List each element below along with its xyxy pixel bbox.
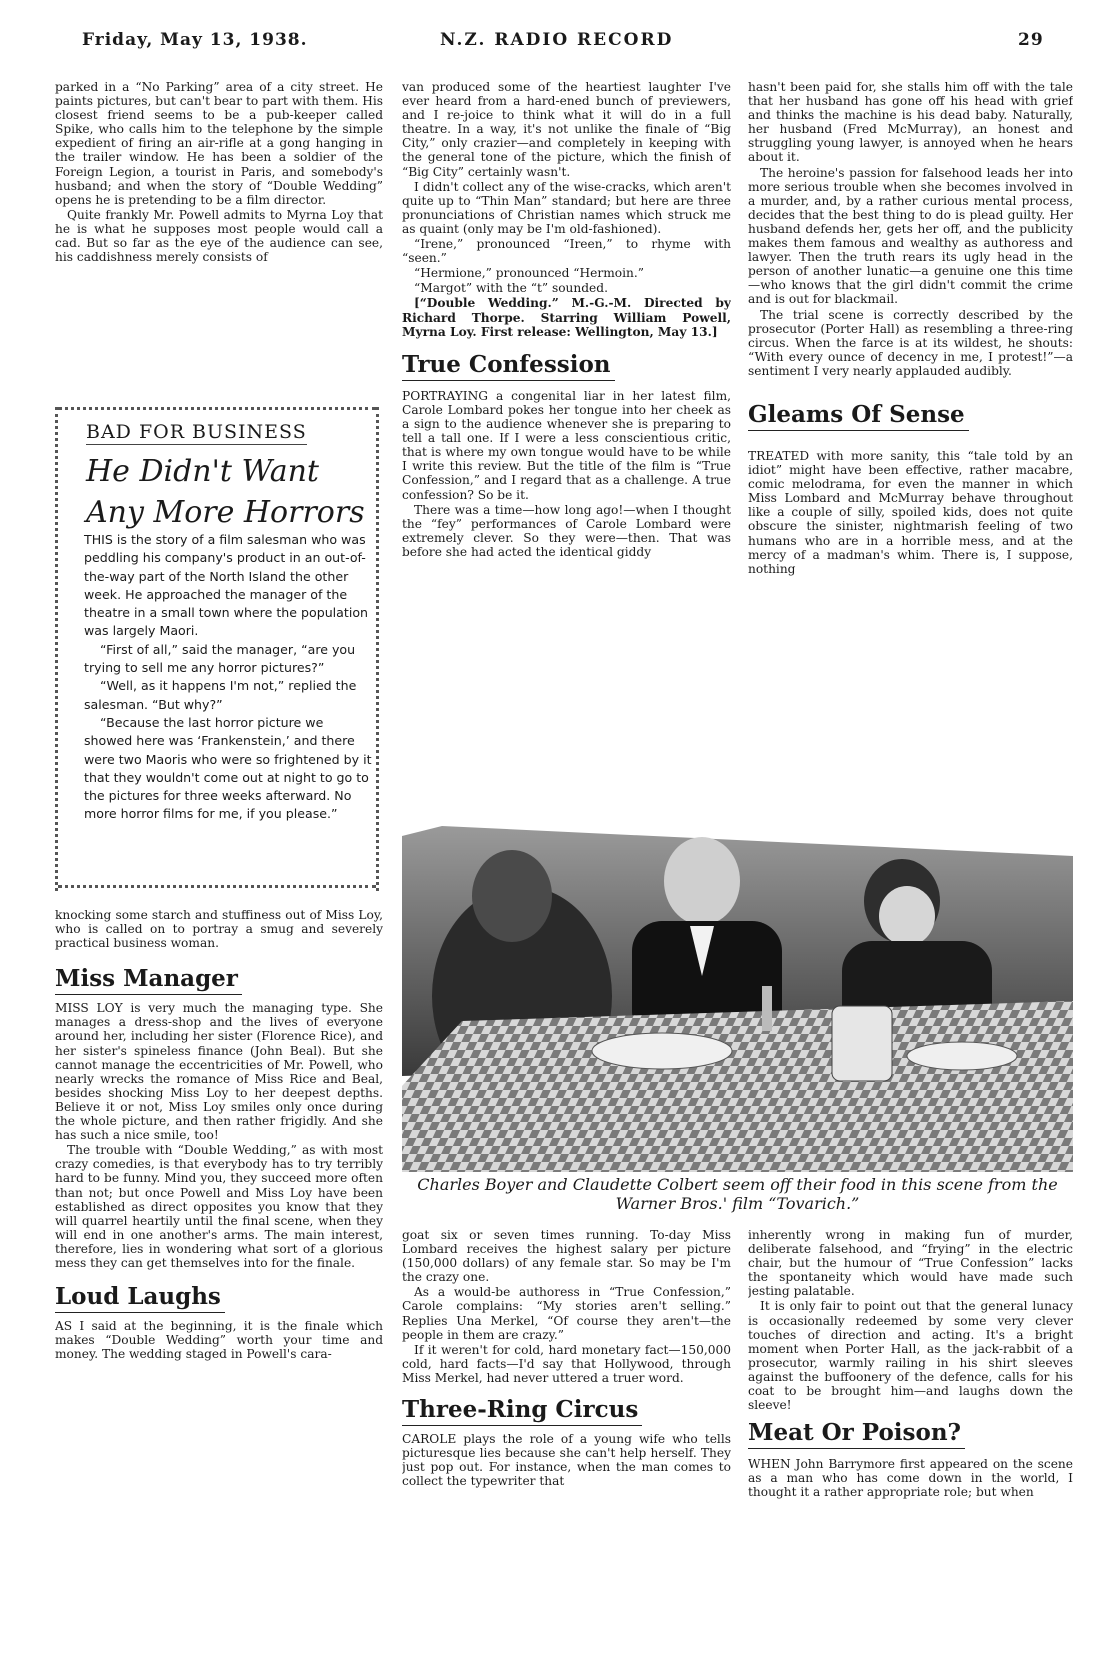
paragraph: The trouble with “Double Wedding,” as with most crazy comedies, is that everybody has to try terribly hard to be funny. Mind you, they succeed more often than not; but once Powell and Miss Loy have been established as direct opposites you know that they will quarrel heartily until the final scene, when they will end in one another's arms. The main interest, therefore, lies in wondering what sort of a glorious mess they can get themselves into for the finale.: [55, 1143, 383, 1270]
section-heading-true-confession: True Confession: [402, 350, 615, 381]
paragraph: CAROLE plays the role of a young wife who tells picturesque lies because she can't help herself. They just pop out. For instance, when the man comes to collect the typewriter that: [402, 1432, 731, 1489]
paragraph: If it weren't for cold, hard monetary fact—150,000 cold, hard facts—I'd say that Hollywood, through Miss Merkel, had never uttered a truer word.: [402, 1342, 731, 1385]
sidebar-box: [55, 407, 379, 891]
paragraph: parked in a “No Parking” area of a city street. He paints pictures, but can't bear to part with them. His closest friend seems to be a pub-keeper called Spike, who calls him to the telephone by the simple expedient of firing an air-rifle at a gong hanging in the trailer window. He has been a soldier of the Foreign Legion, a tourist in Paris, and somebody's husband; and when the story of “Double Wedding” opens he is pretending to be a film director.: [55, 80, 383, 207]
paragraph: van produced some of the heartiest laughter I've ever heard from a hard-ened bunch of previewers, and I re-joice to think what it will do in a full theatre. In a way, it's not unlike the finale of “Big City,” only crazier—and completely in keeping with the general tone of the picture, which the finish of “Big City” certainly wasn't.: [402, 80, 731, 179]
section-heading-loud-laughs: Loud Laughs: [55, 1282, 225, 1313]
column-3-top: [748, 80, 1073, 820]
film-still-illustration: [402, 826, 1073, 1172]
section-heading-miss-manager: Miss Manager: [55, 964, 242, 995]
paragraph: PORTRAYING a congenital liar in her latest film, Carole Lombard pokes her tongue into her cheek as a sign to the audience whenever she is preparing to tell a tall one. If I were a less conscientious critic, that is where my own tongue would have to be while I write this review. But the title of the film is “True Confession,” and I regard that as a challenge. A true confession? So be it.: [402, 388, 731, 502]
box-paragraph: “Well, as it happens I'm not,” replied the salesman. “But why?”: [84, 678, 357, 712]
paragraph: WHEN John Barrymore first appeared on the scene as a man who has come down in the world, I thought it a rather appropriate role; but when: [748, 1457, 1073, 1500]
paragraph: TREATED with more sanity, this “tale told by an idiot” might have been effective, rather macabre, comic melodrama, for even the manner in which Miss Lombard and McMurray behave throughout like a couple of silly, spoiled kids, does not quite obscure the sinister, nightmarish feeling of two humans who are in a horrible mess, and at the mercy of a madman's whim. There is, I suppose, nothing: [748, 448, 1073, 576]
section-heading-meat-or-poison: Meat Or Poison?: [748, 1418, 965, 1449]
box-title: He Didn't Want Any More Horrors: [86, 454, 365, 530]
paragraph: “Margot” with the “t” sounded.: [414, 281, 608, 296]
paragraph: There was a time—how long ago!—when I thought the “fey” performances of Carole Lombard were extremely clever. So they were—then. That was before she had acted the identical giddy: [402, 502, 731, 559]
column-2-bottom: [402, 1228, 731, 1489]
column-1-top: [55, 80, 383, 265]
film-credit: [“Double Wedding.” M.-G.-M. Directed by Richard Thorpe. Starring William Powell, Myrna Loy. First release: Wellington, May 13.]: [402, 296, 731, 340]
box-body: [84, 531, 372, 824]
paragraph: “Hermione,” pronounced “Hermoin.”: [414, 266, 644, 281]
column-1-lower: [55, 908, 383, 1362]
paragraph: “Irene,” pronounced “Ireen,” to rhyme with “seen.”: [402, 237, 731, 266]
box-paragraph: THIS is the story of a film salesman who was peddling his company's product in an out-of-the-way part of the North Island the other week. He approached the manager of the theatre in a small town where the population was largely Maori.: [84, 532, 369, 639]
box-paragraph: “Because the last horror picture we showed here was ‘Frankenstein,’ and there were two Maoris who were so frightened by it that they wouldn't come out at night to go to the pictures for three weeks afterward. No more horror films for me, if you please.”: [84, 714, 372, 822]
paragraph: It is only fair to point out that the general lunacy is occasionally redeemed by some very clever touches of direction and acting. It's a bright moment when Porter Hall, as the jack-rabbit of a prosecutor, warmly railing in his shirt sleeves against the buffoonery of the defence, calls for his coat to be brought him—and laughs down the sleeve!: [748, 1299, 1073, 1413]
box-bottom-rule: [58, 885, 376, 891]
page-date: Friday, May 13, 1938.: [82, 30, 308, 50]
column-2-top: [402, 80, 731, 820]
paragraph: AS I said at the beginning, it is the finale which makes “Double Wedding” worth your time and money. The wedding staged in Powell's cara-: [55, 1319, 383, 1362]
paragraph: Quite frankly Mr. Powell admits to Myrna Loy that he is what he supposes most people would call a cad. But so far as the eye of the audience can see, his caddishness merely consists of: [55, 207, 383, 265]
section-heading-gleams-of-sense: Gleams Of Sense: [748, 400, 969, 431]
publication-title: N.Z. RADIO RECORD: [440, 30, 674, 50]
paragraph: inherently wrong in making fun of murder, deliberate falsehood, and “frying” in the electric chair, but the humour of “True Confession” lacks the spontaneity which would have made such jesting palatable.: [748, 1228, 1073, 1299]
column-3-bottom: [748, 1228, 1073, 1501]
box-paragraph: “First of all,” said the manager, “are you trying to sell me any horror pictures?”: [84, 641, 356, 676]
paragraph: hasn't been paid for, she stalls him off with the tale that her husband has gone off his head with grief and thinks the machine is his dead baby. Naturally, her husband (Fred McMurray), an honest and struggling young lawyer, is annoyed when he hears about it.: [748, 80, 1073, 165]
box-top-rule: [58, 407, 376, 413]
section-heading-three-ring-circus: Three-Ring Circus: [402, 1395, 642, 1426]
paragraph: The heroine's passion for falsehood leads her into more serious trouble when she becomes involved in a murder, and, by a rather curious mental process, decides that the best thing to do is plead guilty. Her husband defends her, gets her off, and the publicity makes them famous and wealthy as authoress and lawyer. Then the truth rears its ugly head in the person of another lunatic—a genuine one this time—who knows that the girl didn't commit the crime and is out for blackmail.: [748, 165, 1073, 307]
photo-caption: Charles Boyer and Claudette Colbert seem off their food in this scene from the Warner Bros.' film “Tovarich.”: [417, 1175, 1058, 1213]
paragraph: The trial scene is correctly described by the prosecutor (Porter Hall) as resembling a three-ring circus. When the farce is at its wildest, he shouts: “With every ounce of decency in me, I protest!”—a sentiment I very nearly applauded audibly.: [748, 307, 1073, 378]
paragraph: MISS LOY is very much the managing type. She manages a dress-shop and the lives of everyone around her, including her sister (Florence Rice), and her sister's spineless finance (John Beal). But she cannot manage the eccentricities of Mr. Powell, who nearly wrecks the romance of Miss Rice and Beal, besides shocking Miss Loy to her deepest depths. Believe it or not, Miss Loy smiles only once during the whole picture, and then rather frigidly. And she has such a nice smile, too!: [55, 1001, 383, 1143]
paragraph: knocking some starch and stuffiness out of Miss Loy, who is called on to portray a smug and severely practical business woman.: [55, 908, 383, 951]
page-number: 29: [1018, 30, 1044, 50]
paragraph: I didn't collect any of the wise-cracks, which aren't quite up to “Thin Man” standard; but here are three pronunciations of Christian names which struck me as quaint (only may be I'm old-fashioned).: [402, 179, 731, 236]
box-label: BAD FOR BUSINESS: [86, 421, 307, 443]
paragraph: As a would-be authoress in “True Confession,” Carole complains: “My stories aren't selling.” Replies Una Merkel, “Of course they aren't—the people in them are crazy.”: [402, 1285, 731, 1342]
film-still-photo: [402, 826, 1073, 1172]
paragraph: goat six or seven times running. To-day Miss Lombard receives the highest salary per picture (150,000 dollars) of any female star. So may be I'm the crazy one.: [402, 1228, 731, 1285]
